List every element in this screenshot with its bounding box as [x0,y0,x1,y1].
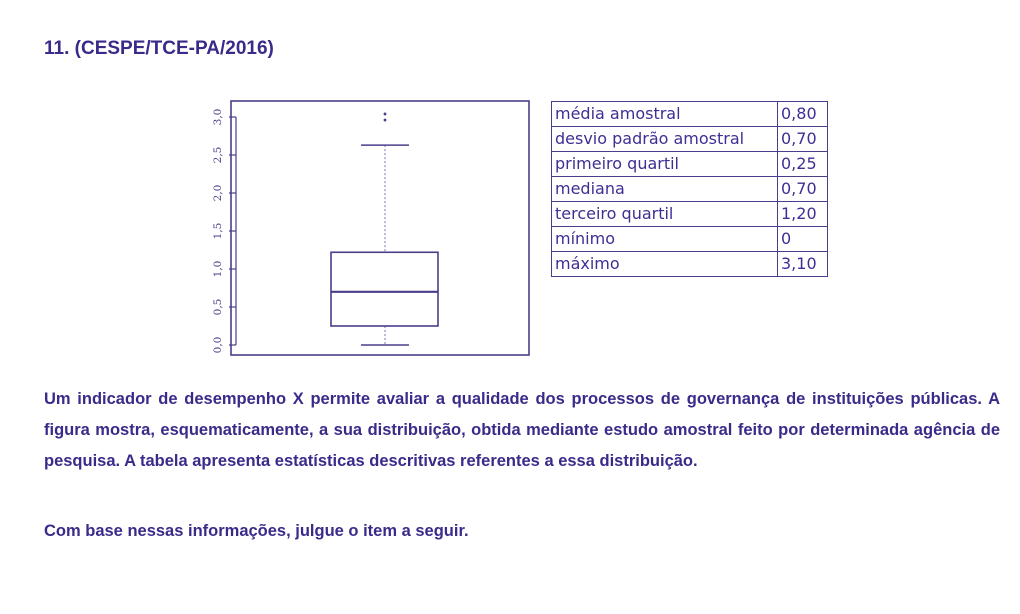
y-tick-label: 2,5 [212,146,224,164]
y-tick-label: 1,5 [212,222,224,240]
stats-row [552,102,828,127]
outlier-point [384,119,387,122]
stats-value: 0,70 [778,177,828,202]
instruction-prompt: Com base nessas informações, julgue o item a seguir. [44,522,469,540]
y-tick-label: 0,0 [212,336,224,354]
stats-label: máximo [552,252,778,277]
stats-value: 3,10 [778,252,828,277]
y-tick-label: 2,0 [212,184,224,202]
boxplot-figure [195,97,535,359]
statistics-table [551,101,828,277]
stats-value: 0,70 [778,127,828,152]
y-tick-label: 3,0 [212,108,224,126]
description-paragraph: Um indicador de desempenho X permite avaliar a qualidade dos processos de governança de instituições públicas. A figura mostra, esquematicamente, a sua distribuição, obtida mediante estudo amostral feito por determinada agência de pesquisa. A tabela apresenta estatísticas descritivas referentes a essa distribuição. [44,390,1000,470]
stats-label: desvio padrão amostral [552,127,778,152]
stats-label: primeiro quartil [552,152,778,177]
stats-row [552,252,828,277]
stats-value: 1,20 [778,202,828,227]
stats-row [552,152,828,177]
stats-label: mínimo [552,227,778,252]
y-tick-label: 1,0 [212,260,224,278]
stats-row [552,127,828,152]
interquartile-box [331,252,438,326]
outlier-point [384,113,387,116]
y-tick-label: 0,5 [212,298,224,316]
stats-row [552,177,828,202]
stats-label: mediana [552,177,778,202]
plot-frame [231,101,529,355]
stats-row [552,202,828,227]
stats-row [552,227,828,252]
stats-label: média amostral [552,102,778,127]
stats-value: 0,80 [778,102,828,127]
stats-label: terceiro quartil [552,202,778,227]
question-heading: 11. (CESPE/TCE-PA/2016) [44,38,274,59]
stats-value: 0,25 [778,152,828,177]
stats-value: 0 [778,227,828,252]
